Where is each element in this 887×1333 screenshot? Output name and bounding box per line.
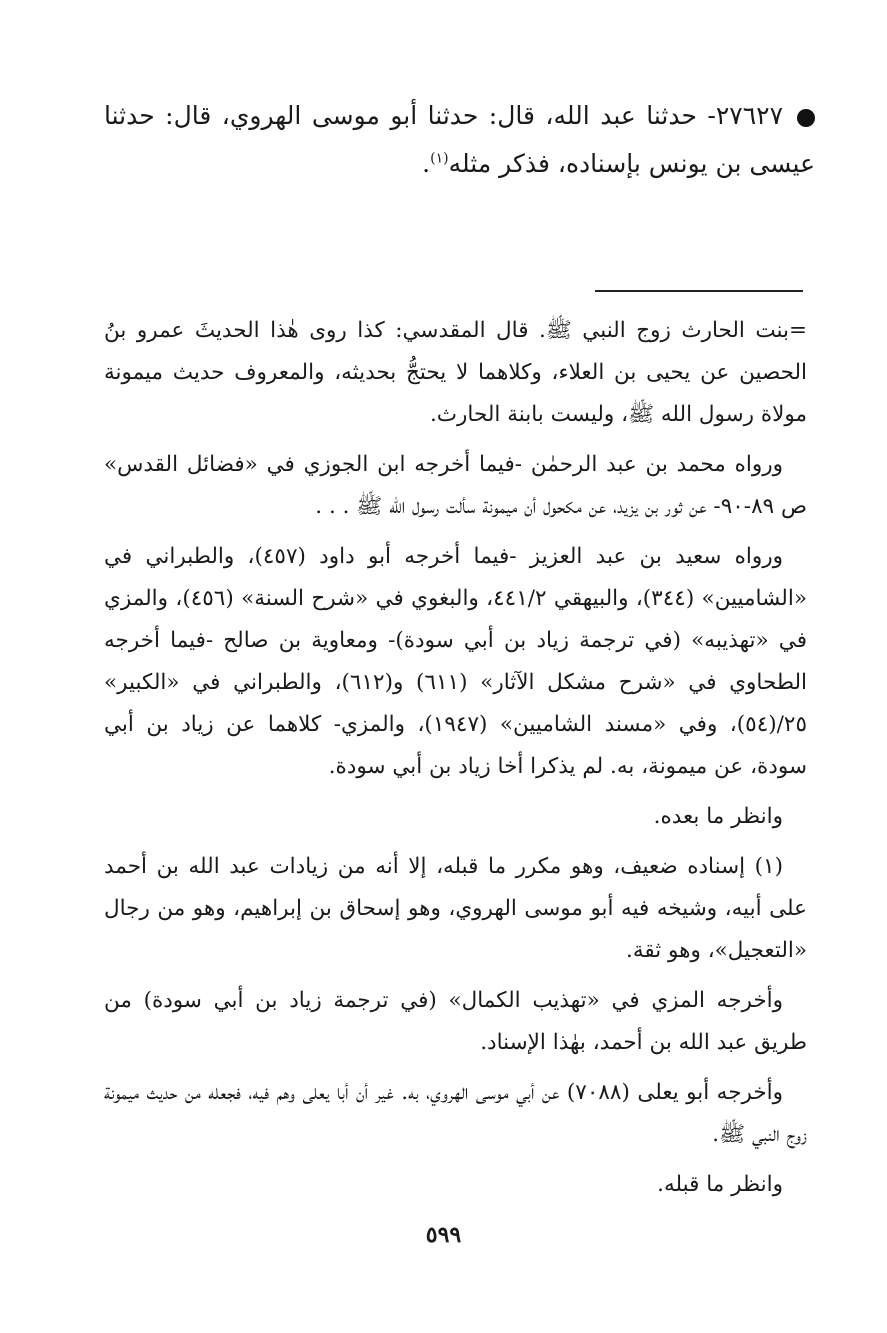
bullet-icon: [797, 109, 815, 127]
footnote-paragraph: وانظر ما بعده.: [653, 804, 783, 829]
hadith-paragraph: [104, 92, 815, 188]
footnote-paragraph: =بنت الحارث زوج النبي ﷺ. قال المقدسي: كذا روى هٰذا الحديثَ عمرو بنُ الحصين عن يحيى بن العلاء، وكلاهما لا يحتجُّ بحديثه، والمعروف حديث ميمونة مولاة رسول الله ﷺ، وليست بابنة الحارث.: [104, 318, 807, 427]
footnote-separator: [595, 290, 803, 292]
footnote-paragraph: (١) إسناده ضعيف، وهو مكرر ما قبله، إلا أنه من زيادات عبد الله بن أحمد على أبيه، وشيخه فيه أبو موسى الهروي، وهو إسحاق بن إبراهيم، وهو من رجال «التعجيل»، وهو ثقة.: [104, 854, 807, 963]
page-number: ٥٩٩: [425, 1222, 462, 1248]
footnote-paragraph: ورواه سعيد بن عبد العزيز -فيما أخرجه أبو داود (٤٥٧)، والطبراني في «الشاميين» (٣٤٤)، والبيهقي ٤٤١/٢، والبغوي في «شرح السنة» (٤٥٦)، والمزي في «تهذيبه» (في ترجمة زياد بن أبي سودة)- ومعاوية بن صالح -فيما أخرجه الطحاوي في «شرح مشكل الآثار» (٦١١) و(٦١٢)، والطبراني في «الكبير» ٢٥/(٥٤)، وفي «مسند الشاميين» (١٩٤٧)، والمزي- كلاهما عن زياد بن أبي سودة، عن ميمونة، به. لم يذكرا أخا زياد بن أبي سودة.: [104, 544, 807, 779]
hadith-end: .: [422, 149, 431, 178]
footnote-reference: (١): [430, 150, 449, 167]
footnote-paragraph: ورواه محمد بن عبد الرحمٰن -فيما أخرجه ابن الجوزي في «فضائل القدس» ص ٨٩-٩٠- عن ثور بن يزيد، عن مكحول أن ميمونة سألت رسول الله ﷺ . . .: [104, 452, 807, 519]
footnote-paragraph: وأخرجه أبو يعلى (٧٠٨٨) عن أبي موسى الهروي، به. غير أن أبا يعلى وهم فيه، فجعله من حديث ميمونة زوج النبي ﷺ.: [104, 1080, 807, 1147]
hadith-text: ٢٧٦٢٧- حدثنا عبد الله، قال: حدثنا أبو موسى الهروي، قال: حدثنا عيسى بن يونس بإسناده، فذكر مثله: [104, 101, 815, 178]
footnote-paragraph: وأخرجه المزي في «تهذيب الكمال» (في ترجمة زياد بن أبي سودة) من طريق عبد الله بن أحمد، بهٰذا الإسناد.: [104, 988, 807, 1055]
footnote-paragraph: وانظر ما قبله.: [657, 1172, 783, 1197]
footnotes: [104, 310, 807, 1214]
